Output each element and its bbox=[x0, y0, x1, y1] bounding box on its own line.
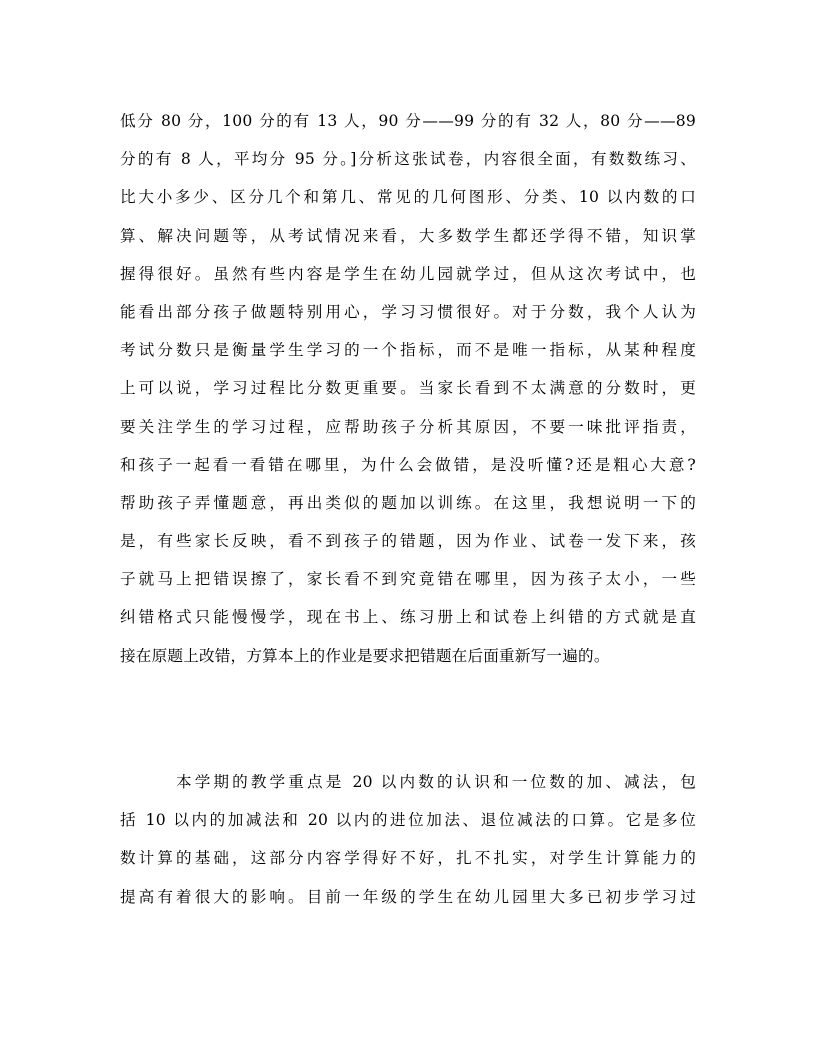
paragraph-line: 帮助孩子弄懂题意，再出类似的题加以训练。在这里，我想说明一下的 bbox=[120, 493, 696, 512]
paragraph-line: 算、解决问题等，从考试情况来看，大多数学生都还学得不错，知识掌 bbox=[120, 226, 696, 245]
paragraph-line: 能看出部分孩子做题特别用心，学习习惯很好。对于分数，我个人认为 bbox=[120, 302, 696, 321]
paragraph-line: 纠错格式只能慢慢学，现在书上、练习册上和试卷上纠错的方式就是直 bbox=[120, 608, 696, 627]
paragraph-line: 括 10 以内的加减法和 20 以内的进位加法、退位减法的口算。它是多位 bbox=[120, 811, 696, 830]
paragraph-exam-analysis bbox=[120, 102, 696, 675]
paragraph-line: 数计算的基础，这部分内容学得好不好，扎不扎实，对学生计算能力的 bbox=[120, 849, 696, 868]
paragraph-line: 低分 80 分，100 分的有 13 人，90 分——99 分的有 32 人，80 分——89 bbox=[120, 112, 696, 130]
paragraph-line: 接在原题上改错，方算本上的作业是要求把错题在后面重新写一遍的。 bbox=[120, 646, 610, 665]
paragraph-line: 比大小多少、区分几个和第几、常见的几何图形、分类、10 以内数的口 bbox=[120, 188, 696, 207]
paragraph-line: 分的有 8 人，平均分 95 分。]分析这张试卷，内容很全面，有数数练习、 bbox=[120, 150, 696, 169]
paragraph-line: 考试分数只是衡量学生学习的一个指标，而不是唯一指标，从某种程度 bbox=[120, 341, 696, 360]
paragraph-line: 握得很好。虽然有些内容是学生在幼儿园就学过，但从这次考试中，也 bbox=[120, 264, 696, 283]
paragraph-line: 子就马上把错误擦了，家长看不到究竟错在哪里，因为孩子太小，一些 bbox=[120, 570, 696, 589]
paragraph-line: 和孩子一起看一看错在哪里，为什么会做错，是没听懂?还是粗心大意? bbox=[120, 455, 696, 474]
paragraph-line: 是，有些家长反映，看不到孩子的错题，因为作业、试卷一发下来，孩 bbox=[120, 532, 696, 551]
paragraph-line: 提高有着很大的影响。目前一年级的学生在幼儿园里大多已初步学习过 bbox=[120, 887, 696, 906]
paragraph-teaching-focus bbox=[120, 763, 696, 916]
paragraph-line: 上可以说，学习过程比分数更重要。当家长看到不太满意的分数时，更 bbox=[120, 379, 696, 398]
paragraph-line: 要关注学生的学习过程，应帮助孩子分析其原因，不要一味批评指责， bbox=[120, 417, 696, 436]
paragraph-line: 本学期的教学重点是 20 以内数的认识和一位数的加、减法，包 bbox=[176, 773, 696, 791]
